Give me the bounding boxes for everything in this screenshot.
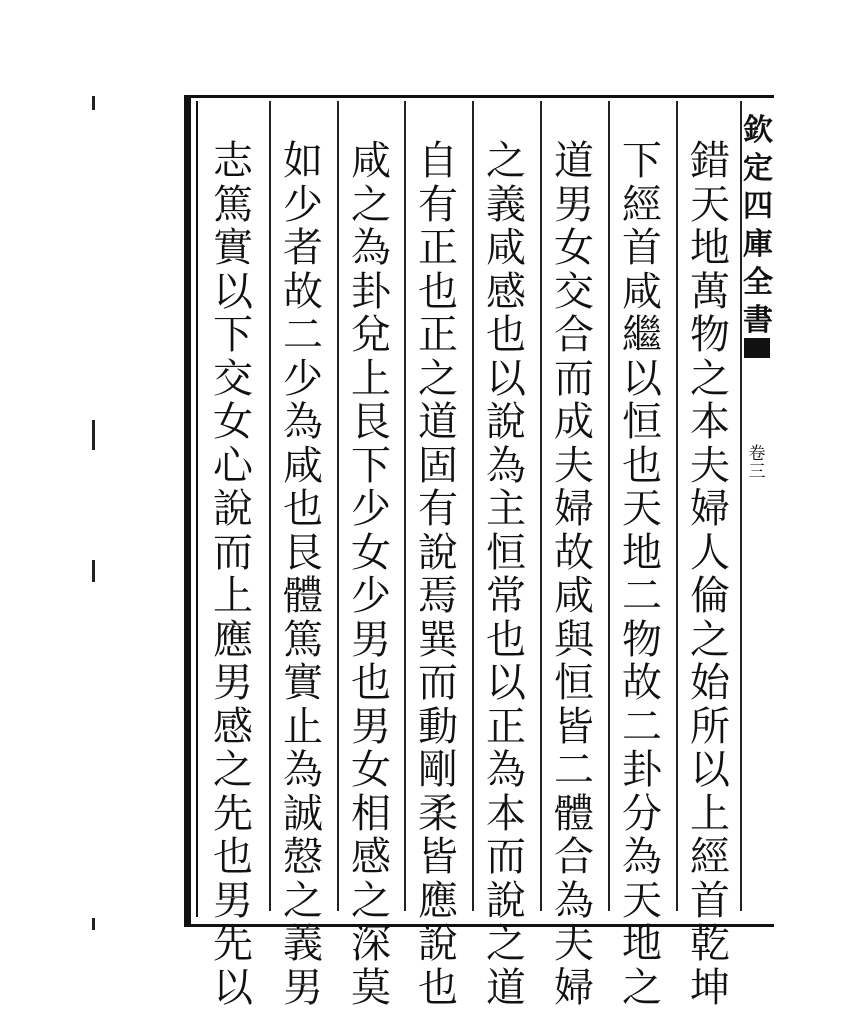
- text-character: 慤: [283, 834, 323, 880]
- text-character: 男: [351, 616, 391, 663]
- text-character: 篤: [213, 181, 253, 228]
- text-character: 夫: [554, 442, 594, 489]
- text-character: 以: [213, 268, 253, 315]
- text-character: 物: [690, 312, 730, 358]
- text-character: 先: [213, 790, 253, 837]
- text-character: 主: [486, 486, 526, 532]
- volume-character: 卷: [748, 444, 766, 464]
- text-character: 而: [554, 355, 594, 402]
- text-character: 義: [283, 921, 323, 967]
- text-character: 正: [418, 312, 458, 358]
- text-column: [546, 140, 602, 1010]
- title-character: 庫: [743, 227, 773, 262]
- title-character: 全: [743, 265, 773, 300]
- text-character: 乾: [690, 921, 730, 967]
- text-character: 之: [690, 355, 730, 402]
- text-character: 夫: [554, 921, 594, 967]
- text-character: 經: [690, 834, 730, 880]
- text-character: 道: [418, 399, 458, 445]
- text-character: 深: [351, 921, 391, 967]
- text-character: 咸: [486, 225, 526, 271]
- text-character: 相: [351, 790, 391, 837]
- text-character: 艮: [283, 529, 323, 576]
- text-character: 體: [283, 573, 323, 619]
- text-character: 天: [622, 877, 662, 924]
- text-character: 交: [554, 268, 594, 315]
- text-character: 也: [351, 660, 391, 706]
- text-character: 首: [690, 877, 730, 924]
- text-column: [205, 140, 261, 1010]
- text-character: 柔: [418, 790, 458, 837]
- text-character: 應: [418, 877, 458, 924]
- text-character: 人: [690, 529, 730, 576]
- text-column: [275, 140, 331, 1010]
- text-character: 誠: [283, 790, 323, 837]
- text-character: 有: [418, 181, 458, 228]
- text-character: 少: [351, 486, 391, 532]
- text-character: 而: [213, 529, 253, 576]
- text-character: 女: [213, 399, 253, 445]
- text-character: 止: [283, 703, 323, 750]
- text-character: 也: [418, 964, 458, 1011]
- text-character: 二: [622, 703, 662, 750]
- text-character: 以: [486, 355, 526, 402]
- text-character: 男: [213, 877, 253, 924]
- text-character: 也: [283, 486, 323, 532]
- text-character: 篤: [283, 616, 323, 663]
- text-character: 皆: [554, 703, 594, 750]
- text-character: 合: [554, 312, 594, 358]
- text-character: 恒: [486, 529, 526, 576]
- text-character: 有: [418, 486, 458, 532]
- text-character: 恒: [622, 399, 662, 445]
- text-character: 正: [418, 225, 458, 271]
- text-character: 婦: [554, 964, 594, 1011]
- text-character: 為: [622, 834, 662, 880]
- frame-inner-line: [196, 101, 198, 917]
- text-character: 固: [418, 442, 458, 489]
- text-column: [682, 140, 738, 1010]
- text-character: 之: [486, 921, 526, 967]
- text-character: 感: [213, 703, 253, 750]
- scan-mark: [92, 96, 95, 110]
- text-character: 說: [418, 921, 458, 967]
- title-character: 書: [743, 303, 773, 338]
- text-character: 與: [554, 616, 594, 663]
- text-character: 感: [351, 834, 391, 880]
- text-character: 自: [418, 138, 458, 184]
- text-character: 為: [283, 747, 323, 793]
- text-character: 所: [690, 703, 730, 750]
- text-character: 者: [283, 225, 323, 271]
- text-character: 道: [486, 964, 526, 1011]
- text-character: 少: [283, 181, 323, 228]
- text-character: 二: [622, 573, 662, 619]
- text-character: 咸: [283, 442, 323, 489]
- title-character: 四: [743, 189, 773, 224]
- text-character: 故: [622, 660, 662, 706]
- text-character: 也: [486, 616, 526, 663]
- text-character: 以: [622, 355, 662, 402]
- text-column: [343, 140, 399, 1010]
- text-column: [478, 140, 534, 1010]
- text-character: 經: [622, 181, 662, 228]
- text-character: 女: [554, 225, 594, 271]
- text-character: 夫: [690, 442, 730, 489]
- text-character: 女: [351, 747, 391, 793]
- text-character: 下: [351, 442, 391, 489]
- text-character: 婦: [690, 486, 730, 532]
- text-character: 之: [690, 616, 730, 663]
- text-character: 地: [622, 529, 662, 576]
- text-character: 實: [283, 660, 323, 706]
- text-character: 莫: [351, 964, 391, 1011]
- text-character: 倫: [690, 573, 730, 619]
- text-column: [614, 140, 670, 1010]
- text-character: 也: [622, 442, 662, 489]
- text-character: 故: [554, 529, 594, 576]
- text-character: 實: [213, 225, 253, 271]
- text-character: 上: [351, 355, 391, 402]
- text-character: 義: [486, 181, 526, 228]
- column-rule: [608, 101, 610, 911]
- text-character: 男: [213, 660, 253, 706]
- collection-title: [744, 112, 772, 340]
- text-character: 分: [622, 790, 662, 837]
- text-character: 地: [690, 225, 730, 271]
- column-rule: [337, 101, 339, 911]
- text-character: 先: [213, 921, 253, 967]
- text-character: 天: [622, 486, 662, 532]
- text-character: 婦: [554, 486, 594, 532]
- text-character: 之: [213, 747, 253, 793]
- text-character: 而: [486, 834, 526, 880]
- text-character: 始: [690, 660, 730, 706]
- text-character: 本: [486, 790, 526, 837]
- text-character: 恒: [554, 660, 594, 706]
- text-character: 說: [486, 399, 526, 445]
- text-character: 動: [418, 703, 458, 750]
- text-character: 萬: [690, 268, 730, 315]
- scan-mark: [92, 560, 95, 582]
- text-character: 為: [486, 442, 526, 489]
- title-character: 定: [743, 151, 773, 186]
- scan-mark: [92, 420, 95, 450]
- text-character: 上: [690, 790, 730, 837]
- text-character: 卦: [622, 747, 662, 793]
- text-character: 交: [213, 355, 253, 402]
- column-rule: [404, 101, 406, 911]
- text-character: 為: [486, 747, 526, 793]
- column-rule: [269, 101, 271, 911]
- text-character: 咸: [554, 573, 594, 619]
- text-character: 感: [486, 268, 526, 315]
- text-character: 艮: [351, 399, 391, 445]
- text-character: 下: [213, 312, 253, 358]
- text-character: 也: [418, 268, 458, 315]
- text-character: 繼: [622, 312, 662, 358]
- text-character: 之: [622, 964, 662, 1011]
- text-character: 道: [554, 138, 594, 184]
- text-character: 咸: [351, 138, 391, 184]
- text-character: 物: [622, 616, 662, 663]
- text-character: 焉: [418, 573, 458, 619]
- text-character: 二: [554, 747, 594, 793]
- text-character: 皆: [418, 834, 458, 880]
- text-character: 志: [213, 138, 253, 184]
- text-character: 為: [283, 399, 323, 445]
- text-character: 也: [213, 834, 253, 880]
- frame-left-border: [184, 95, 191, 927]
- text-character: 說: [486, 877, 526, 924]
- fishtail-mark: [744, 338, 770, 358]
- text-character: 說: [418, 529, 458, 576]
- column-rule: [472, 101, 474, 911]
- text-character: 正: [486, 703, 526, 750]
- text-character: 錯: [690, 138, 730, 184]
- text-character: 卦: [351, 268, 391, 315]
- text-character: 二: [283, 312, 323, 358]
- text-character: 之: [351, 181, 391, 228]
- text-character: 為: [351, 225, 391, 271]
- column-rule: [540, 101, 542, 911]
- volume-label: [744, 445, 770, 481]
- text-character: 之: [351, 877, 391, 924]
- text-character: 故: [283, 268, 323, 315]
- text-character: 成: [554, 399, 594, 445]
- text-character: 女: [351, 529, 391, 576]
- text-character: 體: [554, 790, 594, 837]
- text-character: 心: [213, 442, 253, 489]
- text-character: 坤: [690, 964, 730, 1011]
- text-character: 如: [283, 138, 323, 184]
- text-character: 咸: [622, 268, 662, 315]
- text-character: 男: [283, 964, 323, 1011]
- text-character: 為: [554, 877, 594, 924]
- text-character: 也: [486, 312, 526, 358]
- text-character: 男: [554, 181, 594, 228]
- text-character: 本: [690, 399, 730, 445]
- text-character: 以: [690, 747, 730, 793]
- text-character: 兌: [351, 312, 391, 358]
- text-character: 而: [418, 660, 458, 706]
- text-character: 男: [351, 703, 391, 750]
- text-character: 常: [486, 573, 526, 619]
- text-character: 巽: [418, 616, 458, 663]
- text-character: 少: [283, 355, 323, 402]
- text-column: [410, 140, 466, 1010]
- text-character: 說: [213, 486, 253, 532]
- text-character: 上: [213, 573, 253, 619]
- text-character: 之: [283, 877, 323, 924]
- scan-mark: [92, 918, 95, 930]
- text-character: 之: [486, 138, 526, 184]
- column-rule: [740, 101, 742, 911]
- text-character: 下: [622, 138, 662, 184]
- text-character: 地: [622, 921, 662, 967]
- text-character: 天: [690, 181, 730, 228]
- text-character: 剛: [418, 747, 458, 793]
- text-character: 少: [351, 573, 391, 619]
- text-character: 首: [622, 225, 662, 271]
- text-character: 以: [213, 964, 253, 1011]
- text-character: 以: [486, 660, 526, 706]
- text-character: 應: [213, 616, 253, 663]
- column-rule: [676, 101, 678, 911]
- text-character: 之: [418, 355, 458, 402]
- volume-character: 三: [748, 462, 766, 482]
- title-character: 欽: [743, 113, 773, 148]
- text-character: 合: [554, 834, 594, 880]
